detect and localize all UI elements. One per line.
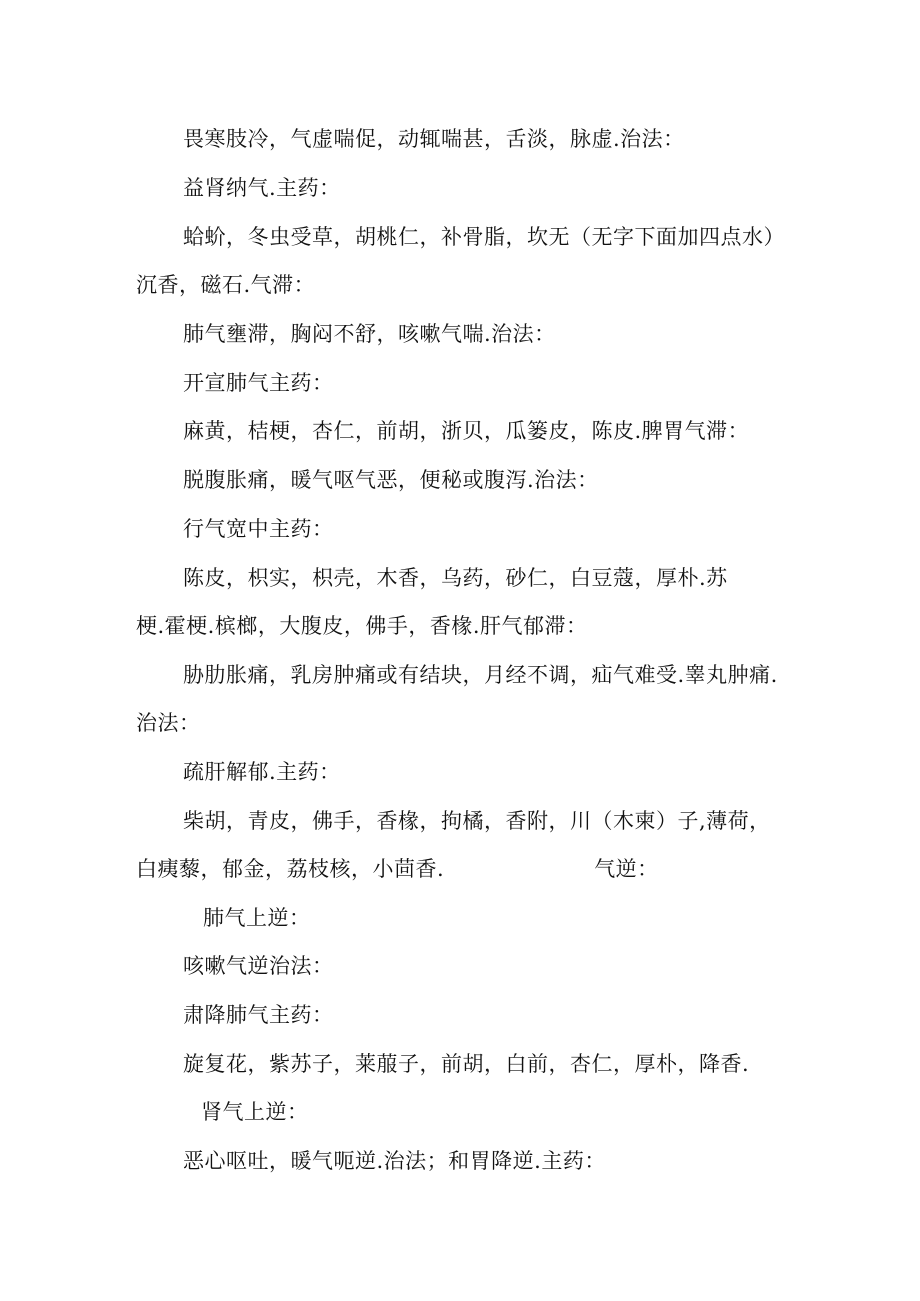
text-line-16 xyxy=(136,854,659,884)
text-line-13: 治法： xyxy=(136,711,201,735)
text-line-11: 梗.霍梗.槟榔，大腹皮，佛手，香椽.肝气郁滞： xyxy=(136,614,588,638)
text-line-16-main: 白痍藜，郁金，荔枝核，小茴香. xyxy=(136,857,445,881)
text-line-15: 柴胡，青皮，佛手，香椽，拘橘，香附，川（木柬）子,薄荷， xyxy=(183,809,771,833)
text-line-17: 肺气上逆： xyxy=(203,906,311,930)
text-line-18: 咳嗽气逆治法： xyxy=(183,954,334,978)
text-line-5: 肺气壅滞，胸闷不舒，咳嗽气喘.治法： xyxy=(183,322,556,346)
text-line-7: 麻黄，桔梗，杏仁，前胡，浙贝，瓜篓皮，陈皮.脾胃气滞： xyxy=(183,419,750,443)
text-line-20: 旋复花，紫苏子，莱菔子，前胡，白前，杏仁，厚朴，降香. xyxy=(183,1052,750,1076)
text-line-9: 行气宽中主药： xyxy=(183,517,334,541)
text-line-22: 恶心呕吐，暖气呃逆.治法；和胃降逆.主药： xyxy=(183,1149,606,1173)
text-line-19: 肃降肺气主药： xyxy=(183,1003,334,1027)
text-line-6: 开宣肺气主药： xyxy=(183,371,334,395)
text-line-16-tail: 气逆： xyxy=(594,857,659,881)
text-line-10: 陈皮，枳实，枳壳，木香，乌药，砂仁，白豆蔻，厚朴.苏 xyxy=(183,566,728,590)
text-line-3: 蛤蚧，冬虫受草，胡桃仁，补骨脂，坎无（无字下面加四点水） xyxy=(183,225,785,249)
text-line-8: 脱腹胀痛，暖气呕气恶，便秘或腹泻.治法： xyxy=(183,468,599,492)
text-line-2: 益肾纳气.主药： xyxy=(183,176,341,200)
text-line-1: 畏寒肢冷，气虚喘促，动辄喘甚，舌淡，脉虚.治法： xyxy=(183,127,685,151)
text-line-14: 疏肝解郁.主药： xyxy=(183,760,341,784)
text-line-4: 沉香，磁石.气滞： xyxy=(136,273,316,297)
text-line-21: 肾气上逆： xyxy=(201,1100,309,1124)
text-line-12: 胁肋胀痛，乳房肿痛或有结块，月经不调，疝气难受.睾丸肿痛. xyxy=(183,663,778,687)
